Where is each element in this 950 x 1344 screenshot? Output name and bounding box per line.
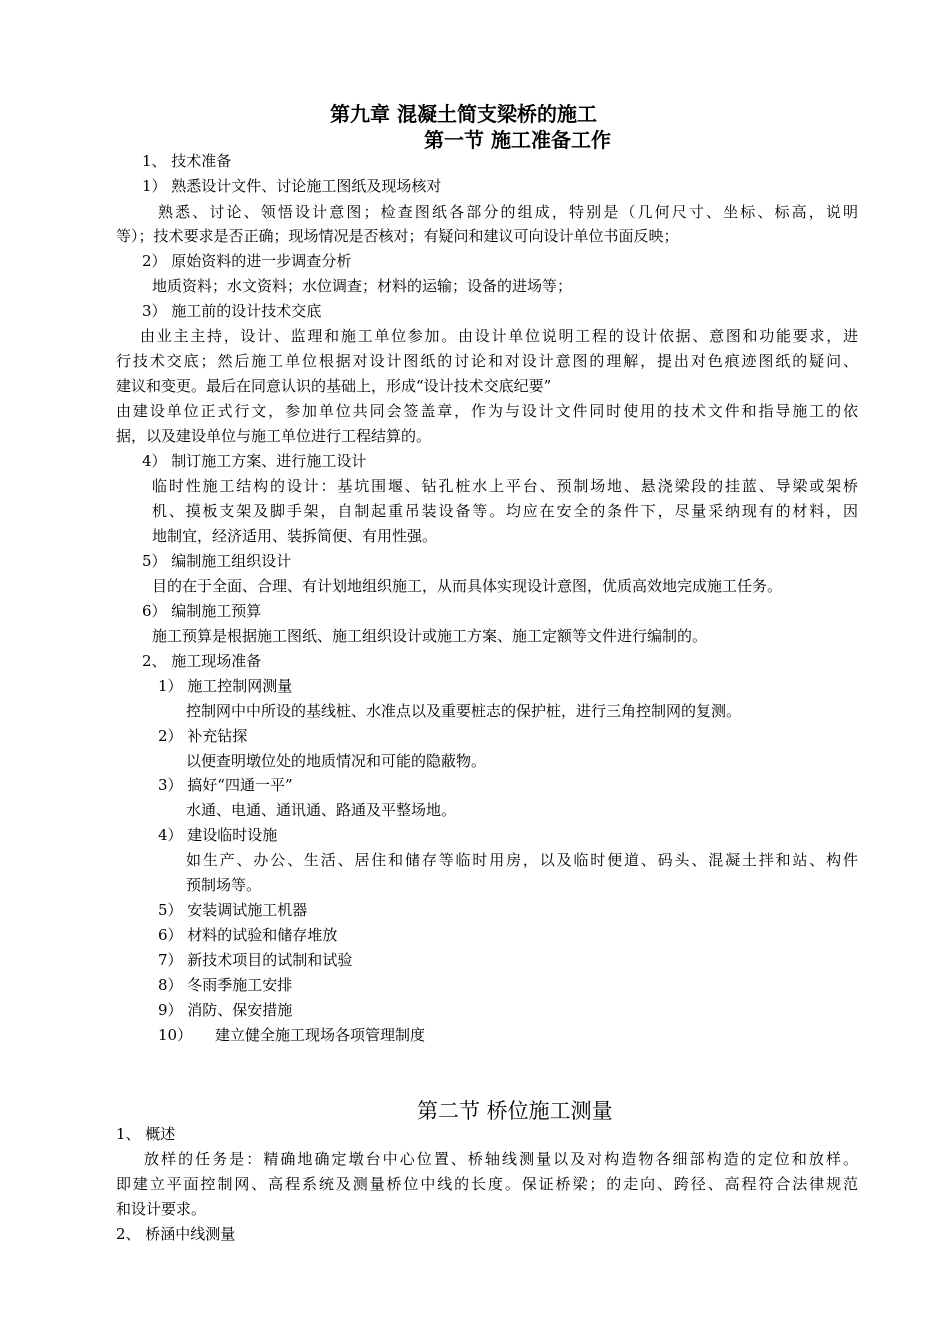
subheading-4: 4） 制订施工方案、进行施工设计	[142, 452, 367, 470]
subheading-5: 5） 编制施工组织设计	[142, 552, 292, 570]
s2-heading-centerline: 2、 桥涵中线测量	[116, 1225, 236, 1243]
paragraph-4-line-a: 临时性施工结构的设计：基坑围堰、钻孔桩水上平台、预制场地、悬浇梁段的挂蓝、导梁或架桥	[152, 477, 858, 495]
site-item-4-text-b: 预制场等。	[186, 876, 262, 894]
subheading-3: 3） 施工前的设计技术交底	[142, 302, 322, 320]
site-item-4: 4） 建设临时设施	[158, 826, 278, 844]
paragraph-3-line-a: 由业主主持，设计、监理和施工单位参加。由设计单位说明工程的设计依据、意图和功能要求，进	[140, 327, 858, 345]
paragraph-1-line-a: 熟悉、讨论、领悟设计意图；检查图纸各部分的组成，特别是（几何尺寸、坐标、标高，说明	[158, 203, 858, 221]
paragraph-2: 地质资料；水文资料；水位调查；材料的运输；设备的进场等；	[152, 277, 573, 295]
site-item-6: 6） 材料的试验和储存堆放	[158, 926, 338, 944]
section-title-2: 第二节 桥位施工测量	[417, 1099, 613, 1123]
subheading-2: 2） 原始资料的进一步调查分析	[142, 252, 352, 270]
paragraph-3-line-d: 由建设单位正式行文，参加单位共同会签盖章，作为与设计文件同时使用的技术文件和指导施工的依	[116, 402, 858, 420]
paragraph-5: 目的在于全面、合理、有计划地组织施工，从而具体实现设计意图，优质高效地完成施工任务。	[152, 577, 783, 595]
paragraph-1-line-b: 等）；技术要求是否正确；现场情况是否核对；有疑问和建议可向设计单位书面反映；	[116, 227, 679, 245]
paragraph-6: 施工预算是根据施工图纸、施工组织设计或施工方案、施工定额等文件进行编制的。	[152, 627, 708, 645]
heading-site-prep: 2、 施工现场准备	[142, 652, 262, 670]
section-title-1: 第一节 施工准备工作	[424, 128, 611, 152]
s2-paragraph-line-a: 放样的任务是：精确地确定墩台中心位置、桥轴线测量以及对构造物各细部构造的定位和放样。	[144, 1150, 858, 1168]
paragraph-3-line-e: 据，以及建设单位与施工单位进行工程结算的。	[116, 427, 432, 445]
site-item-10-number: 10）	[158, 1026, 193, 1044]
site-item-5: 5） 安装调试施工机器	[158, 901, 308, 919]
paragraph-3-line-c: 建议和变更。最后在同意认识的基础上，形成“设计技术交底纪要”	[116, 377, 552, 395]
s2-paragraph-line-c: 和设计要求。	[116, 1200, 207, 1218]
paragraph-4-line-c: 地制宜，经济适用、装拆简便、有用性强。	[152, 527, 438, 545]
paragraph-4-line-b: 机、摸板支架及脚手架，自制起重吊装设备等。均应在安全的条件下，尽量采纳现有的材料，因	[152, 502, 858, 520]
site-item-4-text-a: 如生产、办公、生活、居住和储存等临时用房，以及临时便道、码头、混凝土拌和站、构件	[186, 851, 858, 869]
site-item-2-text: 以便查明墩位处的地质情况和可能的隐蔽物。	[186, 752, 487, 770]
heading-tech-prep: 1、 技术准备	[142, 152, 232, 170]
subheading-1: 1） 熟悉设计文件、讨论施工图纸及现场核对	[142, 177, 442, 195]
site-item-10-text: 建立健全施工现场各项管理制度	[215, 1026, 426, 1044]
site-item-1-text: 控制网中中所设的基线桩、水准点以及重要桩志的保护桩，进行三角控制网的复测。	[186, 702, 742, 720]
site-item-2: 2） 补充钻探	[158, 727, 248, 745]
site-item-3-text: 水通、电通、通讯通、路通及平整场地。	[186, 801, 457, 819]
site-item-3: 3） 搞好“四通一平”	[158, 776, 293, 794]
site-item-9: 9） 消防、保安措施	[158, 1001, 293, 1019]
paragraph-3-line-b: 行技术交底；然后施工单位根据对设计图纸的讨论和对设计意图的理解，提出对色痕迹图纸的疑问、	[116, 352, 858, 370]
site-item-7: 7） 新技术项目的试制和试验	[158, 951, 353, 969]
chapter-title: 第九章 混凝土简支梁桥的施工	[330, 102, 597, 126]
site-item-8: 8） 冬雨季施工安排	[158, 976, 293, 994]
subheading-6: 6） 编制施工预算	[142, 602, 262, 620]
s2-heading-overview: 1、 概述	[116, 1125, 176, 1143]
site-item-1: 1） 施工控制网测量	[158, 677, 293, 695]
s2-paragraph-line-b: 即建立平面控制网、高程系统及测量桥位中线的长度。保证桥梁；的走向、跨径、高程符合法律规范	[116, 1175, 858, 1193]
